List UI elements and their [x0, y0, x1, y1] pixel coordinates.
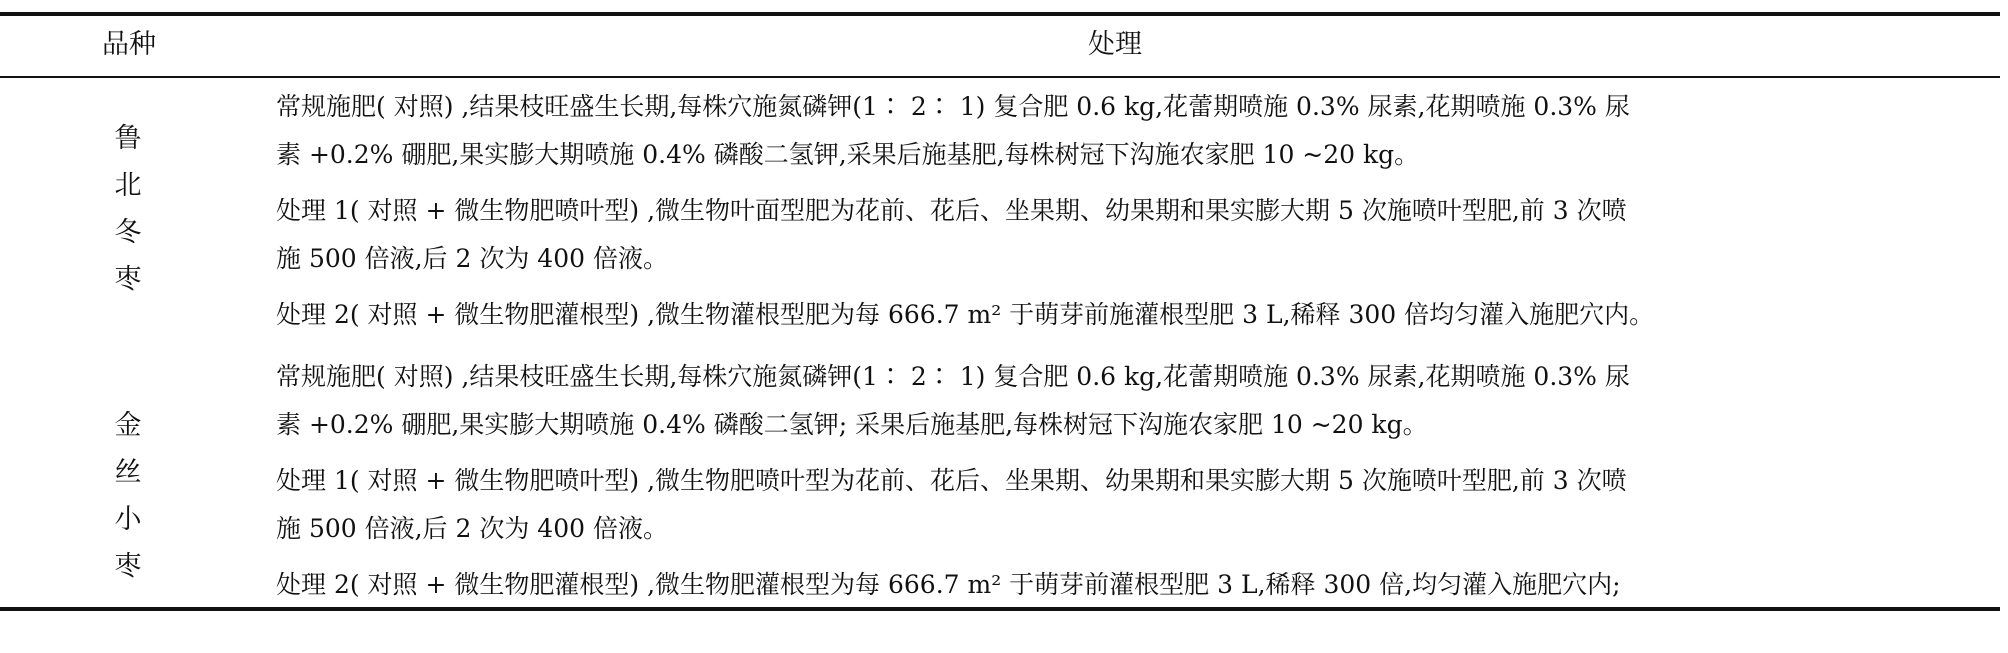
- treatment-line: 常规施肥( 对照) ,结果枝旺盛生长期,每株穴施氮磷钾(1∶ 2∶ 1) 复合肥 0.6 kg,花蕾期喷施 0.3% 尿素,花期喷施 0.3% 尿: [276, 362, 1630, 391]
- variety-char: 金: [114, 410, 142, 441]
- variety-char: 枣: [114, 264, 142, 295]
- variety-char: 枣: [114, 551, 142, 582]
- treatment-line: 处理 2( 对照 + 微生物肥灌根型) ,微生物灌根型肥为每 666.7 m² 于萌芽前施灌根型肥 3 L,稀释 300 倍均匀灌入施肥穴内。: [276, 300, 1655, 329]
- variety-char: 丝: [114, 457, 142, 488]
- header-variety: 品种: [102, 29, 156, 60]
- treatment-line: 常规施肥( 对照) ,结果枝旺盛生长期,每株穴施氮磷钾(1∶ 2∶ 1) 复合肥 0.6 kg,花蕾期喷施 0.3% 尿素,花期喷施 0.3% 尿: [276, 92, 1630, 121]
- treatment-line: 素 +0.2% 硼肥,果实膨大期喷施 0.4% 磷酸二氢钾; 采果后施基肥,每株树冠下沟施农家肥 10 ~20 kg。: [276, 410, 1428, 439]
- variety-char: 小: [114, 504, 142, 535]
- variety-char: 冬: [114, 217, 142, 248]
- treatment-line: 素 +0.2% 硼肥,果实膨大期喷施 0.4% 磷酸二氢钾,采果后施基肥,每株树冠下沟施农家肥 10 ~20 kg。: [276, 140, 1420, 169]
- treatment-line: 处理 2( 对照 + 微生物肥灌根型) ,微生物肥灌根型为每 666.7 m² 于萌芽前灌根型肥 3 L,稀释 300 倍,均匀灌入施肥穴内;: [276, 570, 1621, 599]
- table-bottom-rule: [0, 607, 2000, 611]
- variety-char: 北: [114, 170, 142, 201]
- variety-cell-jinsi-xiaozao: [98, 402, 158, 590]
- header-treatment: 处理: [1088, 29, 1142, 60]
- treatment-line: 施 500 倍液,后 2 次为 400 倍液。: [276, 514, 668, 543]
- header-divider-rule: [0, 76, 2000, 78]
- treatment-line: 施 500 倍液,后 2 次为 400 倍液。: [276, 244, 668, 273]
- treatment-line: 处理 1( 对照 + 微生物肥喷叶型) ,微生物叶面型肥为花前、花后、坐果期、幼果期和果实膨大期 5 次施喷叶型肥,前 3 次喷: [276, 196, 1627, 225]
- treatment-line: 处理 1( 对照 + 微生物肥喷叶型) ,微生物肥喷叶型为花前、花后、坐果期、幼果期和果实膨大期 5 次施喷叶型肥,前 3 次喷: [276, 466, 1627, 495]
- table-top-rule: [0, 12, 2000, 16]
- variety-cell-lubei-dongzao: [98, 115, 158, 303]
- variety-char: 鲁: [114, 123, 142, 154]
